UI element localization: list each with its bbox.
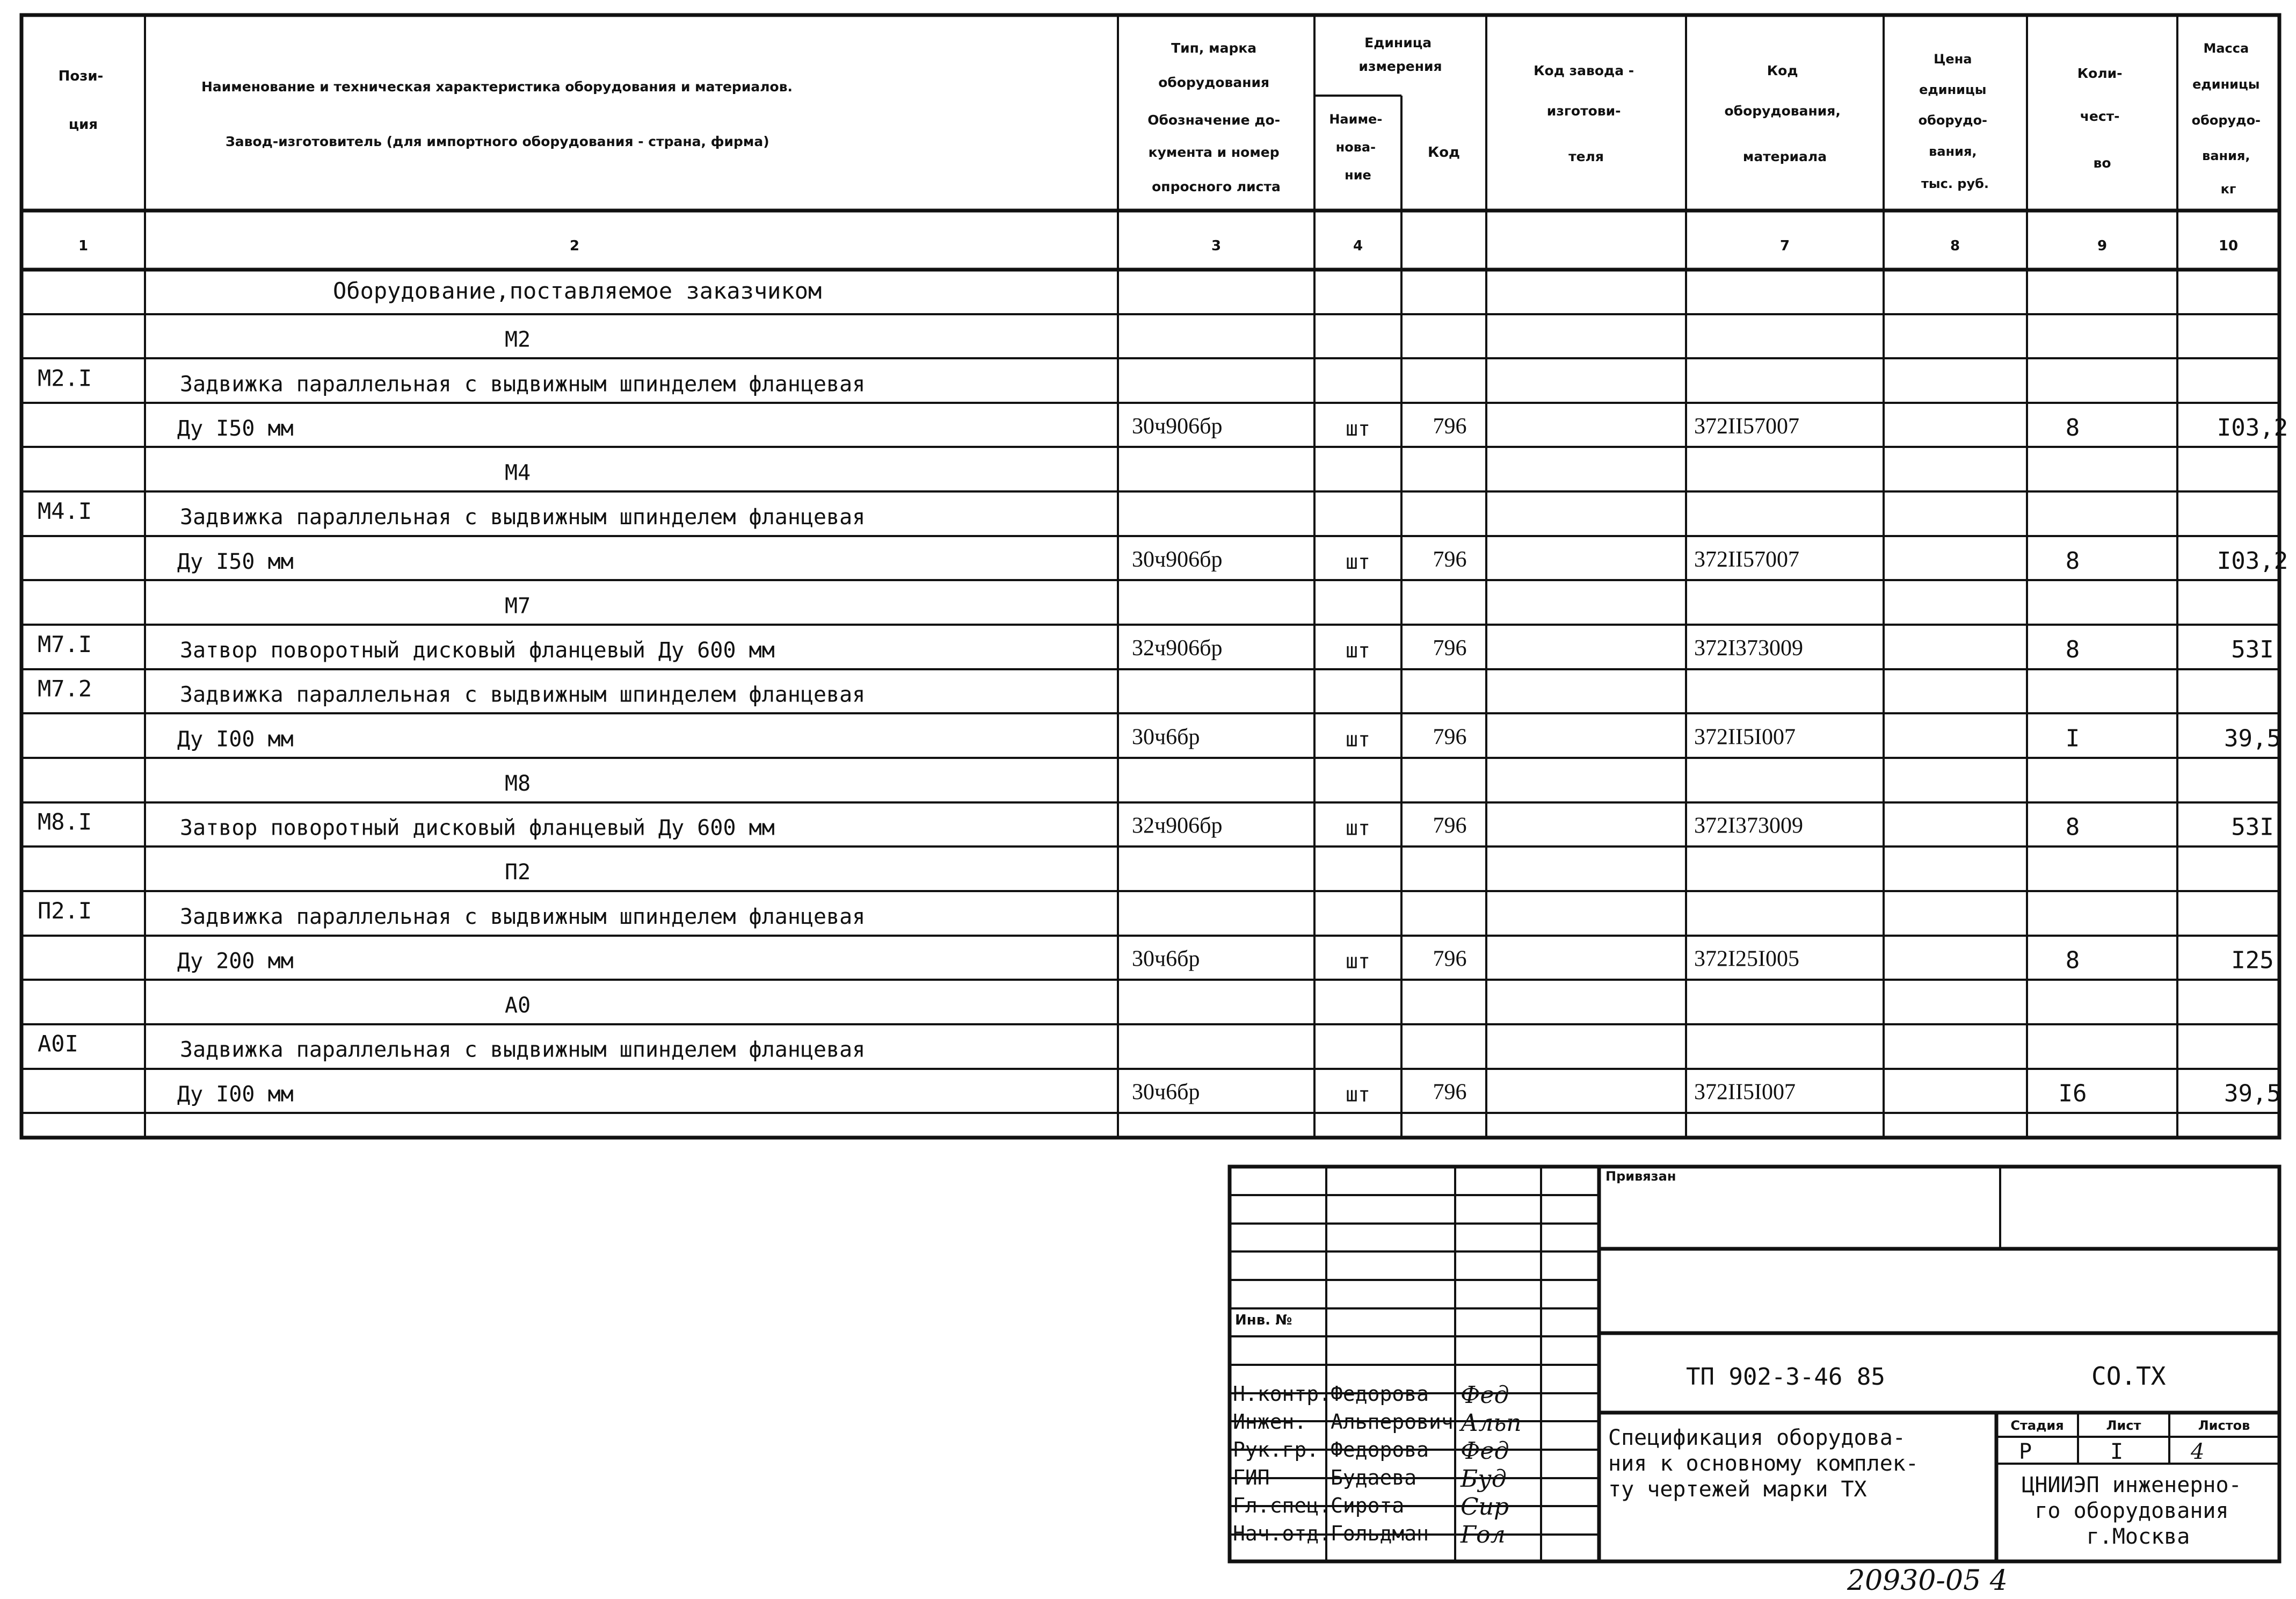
archive-number: 20930-05 4: [1847, 1565, 2008, 1597]
approval-role: Рук.гр.: [1233, 1438, 1319, 1461]
unit-name-cell: шт: [1346, 1082, 1370, 1106]
document-number: ТП 902-3-46 85: [1686, 1363, 1885, 1391]
unit-code-cell: 796: [1433, 414, 1467, 439]
approval-role: Нач.отд.: [1233, 1522, 1332, 1545]
table-row: [177, 946, 2274, 974]
mass-cell: I03,2: [2217, 414, 2288, 442]
name-cell: Задвижка параллельная с выдвижным шпинделем фланцевая: [180, 1037, 866, 1062]
approval-signature: Гол: [1461, 1521, 1506, 1549]
position-cell: М7.I: [38, 631, 92, 658]
unit-name-cell: шт: [1346, 549, 1370, 574]
mass-cell: I03,2: [2217, 547, 2288, 575]
approval-signature: Альп: [1461, 1409, 1522, 1437]
sheet-label: Лист: [2106, 1418, 2141, 1433]
approval-signature: Фед: [1461, 1437, 1509, 1465]
equipment-code-cell: 372II57007: [1694, 414, 1799, 439]
name-cell: Задвижка параллельная с выдвижным шпинделем фланцевая: [180, 372, 866, 397]
position-cell: А0I: [38, 1030, 78, 1057]
table-row: [38, 498, 865, 530]
name-cell: Ду I50 мм: [177, 549, 294, 574]
approval-signature: Фед: [1461, 1381, 1509, 1409]
position-cell: М2.I: [38, 365, 92, 392]
position-cell: М7.2: [38, 675, 92, 702]
group-row: [505, 993, 531, 1018]
mass-cell: 39,5: [2224, 725, 2281, 753]
type-cell: 30ч6бр: [1132, 1080, 1200, 1105]
position-cell: М8.I: [38, 808, 92, 835]
table-row: [177, 1080, 2281, 1107]
approval-role: Гл.спец.: [1233, 1494, 1332, 1517]
group-row: [505, 328, 531, 352]
column-number: 7: [1779, 238, 1790, 254]
sheet-value: I: [2110, 1439, 2124, 1464]
title-block: [1230, 1167, 2279, 1561]
equipment-code-cell: 372I373009: [1694, 813, 1803, 838]
approval-list: [1233, 1381, 1522, 1549]
section-title: Оборудование,поставляемое заказчиком: [333, 278, 822, 304]
unit-code-cell: 796: [1433, 547, 1467, 572]
equipment-code-cell: 372I373009: [1694, 636, 1803, 661]
sheets-label: Листов: [2198, 1418, 2250, 1433]
header-position: Пози- ция: [58, 68, 104, 133]
equipment-code-cell: 372II57007: [1694, 547, 1799, 572]
approval-role: Инжен.: [1233, 1410, 1307, 1434]
name-cell: Ду I50 мм: [177, 416, 294, 441]
privyazan-label: Привязан: [1605, 1169, 1676, 1184]
type-cell: 32ч906бр: [1132, 636, 1223, 661]
table-header: [59, 35, 2265, 254]
approval-signature: Сир: [1461, 1493, 1509, 1521]
quantity-cell: I: [2065, 725, 2080, 753]
unit-name-cell: шт: [1346, 639, 1370, 663]
approval-row: [1233, 1521, 1506, 1549]
approval-name: Будаева: [1331, 1466, 1417, 1489]
table-row: [38, 898, 865, 929]
name-cell: Ду I00 мм: [177, 1082, 294, 1107]
spec-rows: [38, 328, 2288, 1108]
position-cell: М4.I: [38, 498, 92, 525]
column-number: 2: [569, 238, 580, 254]
type-cell: 32ч906бр: [1132, 813, 1223, 838]
approval-row: [1233, 1437, 1509, 1465]
quantity-cell: 8: [2065, 946, 2080, 974]
table-row: [177, 547, 2288, 575]
column-number: 8: [1950, 238, 1960, 254]
unit-name-cell: шт: [1346, 416, 1370, 440]
group-row: [505, 860, 531, 885]
group-row: [505, 771, 531, 796]
mass-cell: 53I: [2231, 813, 2274, 841]
column-number: 9: [2097, 238, 2108, 254]
group-row: [505, 461, 531, 486]
mass-cell: I25: [2231, 946, 2274, 974]
unit-code-cell: 796: [1433, 636, 1467, 661]
name-cell: Затвор поворотный дисковый фланцевый Ду 600 мм: [180, 638, 775, 663]
equipment-code-cell: 372II5I007: [1694, 1080, 1796, 1105]
unit-code-cell: 796: [1433, 1080, 1467, 1105]
table-row: [38, 365, 865, 396]
type-cell: 30ч906бр: [1132, 547, 1223, 572]
approval-name: Федорова: [1331, 1438, 1429, 1461]
table-row: [177, 414, 2288, 442]
approval-row: [1233, 1409, 1522, 1437]
unit-name-cell: шт: [1346, 949, 1370, 973]
quantity-cell: 8: [2065, 636, 2080, 664]
column-number: 1: [78, 238, 89, 254]
table-row: [38, 809, 2274, 841]
quantity-cell: 8: [2065, 547, 2080, 575]
equipment-code-cell: 372II5I007: [1694, 725, 1796, 750]
group-name: М7: [505, 594, 531, 619]
quantity-cell: I6: [2058, 1080, 2087, 1108]
approval-role: Н.контр.: [1233, 1382, 1332, 1406]
mass-cell: 39,5: [2224, 1080, 2281, 1108]
header-unit-code: Код: [1427, 144, 1461, 161]
approval-name: Альперович: [1331, 1410, 1454, 1434]
group-name: А0: [505, 993, 531, 1018]
approval-role: ГИП: [1233, 1466, 1270, 1489]
table-row: [38, 631, 2274, 663]
quantity-cell: 8: [2065, 414, 2080, 442]
header-unit-name: Наиме- нова- ние: [1329, 112, 1383, 183]
organization-name: ЦНИИЭП инженерно- го оборудования г.Москва: [2022, 1473, 2242, 1549]
sheets-value: 4: [2191, 1439, 2205, 1464]
unit-name-cell: шт: [1346, 816, 1370, 840]
column-number: 4: [1353, 238, 1363, 254]
type-cell: 30ч6бр: [1132, 946, 1200, 972]
approval-name: Федорова: [1331, 1382, 1429, 1406]
mass-cell: 53I: [2231, 636, 2274, 664]
unit-name-cell: шт: [1346, 727, 1370, 751]
name-cell: Задвижка параллельная с выдвижным шпинделем фланцевая: [180, 904, 866, 929]
group-name: П2: [505, 860, 531, 885]
header-factory-code: Код завода - изготови- теля: [1534, 63, 1634, 164]
column-number: 10: [2218, 238, 2239, 254]
table-row: [38, 676, 865, 707]
approval-row: [1233, 1493, 1509, 1521]
name-cell: Ду 200 мм: [177, 949, 294, 974]
position-cell: П2.I: [38, 897, 92, 924]
type-cell: 30ч906бр: [1132, 414, 1223, 439]
equipment-code-cell: 372I25I005: [1694, 946, 1799, 972]
approval-row: [1233, 1381, 1509, 1409]
inventory-number-label: Инв. №: [1235, 1312, 1292, 1328]
header-quantity: Коли- чест- во: [2077, 66, 2123, 171]
approval-name: Сирота: [1331, 1494, 1405, 1517]
document-description: Спецификация оборудова- ния к основному комплек- ту чертежей марки ТХ: [1608, 1426, 1919, 1502]
name-cell: Задвижка параллельная с выдвижным шпинделем фланцевая: [180, 505, 866, 530]
header-type: Тип, марка оборудования Обозначение до- кумента и номер опросного листа: [1147, 40, 1281, 194]
column-numbers: [78, 238, 2238, 254]
table-row: [177, 725, 2281, 752]
stage-label: Стадия: [2010, 1418, 2064, 1433]
name-cell: Ду I00 мм: [177, 727, 294, 752]
header-price: Цена единицы оборудо- вания, тыс. руб.: [1918, 52, 1989, 191]
document-mark: СО.ТХ: [2091, 1362, 2166, 1391]
approval-name: Гольдман: [1331, 1522, 1429, 1545]
group-name: М4: [505, 460, 531, 486]
name-cell: Затвор поворотный дисковый фланцевый Ду 600 мм: [180, 815, 775, 841]
header-mass: Масса единицы оборудо- вания, кг: [2191, 41, 2261, 197]
quantity-cell: 8: [2065, 813, 2080, 841]
header-unit-group: Единица измерения: [1358, 35, 1442, 74]
group-name: М2: [505, 327, 531, 352]
approval-signature: Буд: [1461, 1465, 1507, 1493]
header-name: Наименование и техническая характеристика оборудования и материалов. Завод-изготовитель (для импортного оборудования - страна, фирма): [201, 79, 793, 149]
type-cell: 30ч6бр: [1132, 725, 1200, 750]
unit-code-cell: 796: [1433, 813, 1467, 838]
group-name: М8: [505, 771, 531, 796]
unit-code-cell: 796: [1433, 946, 1467, 972]
column-number: 3: [1211, 238, 1222, 254]
group-row: [505, 594, 531, 618]
table-row: [38, 1031, 865, 1062]
stage-value: Р: [2019, 1439, 2032, 1464]
name-cell: Задвижка параллельная с выдвижным шпинделем фланцевая: [180, 682, 866, 707]
header-equipment-code: Код оборудования, материала: [1724, 63, 1841, 164]
unit-code-cell: 796: [1433, 725, 1467, 750]
